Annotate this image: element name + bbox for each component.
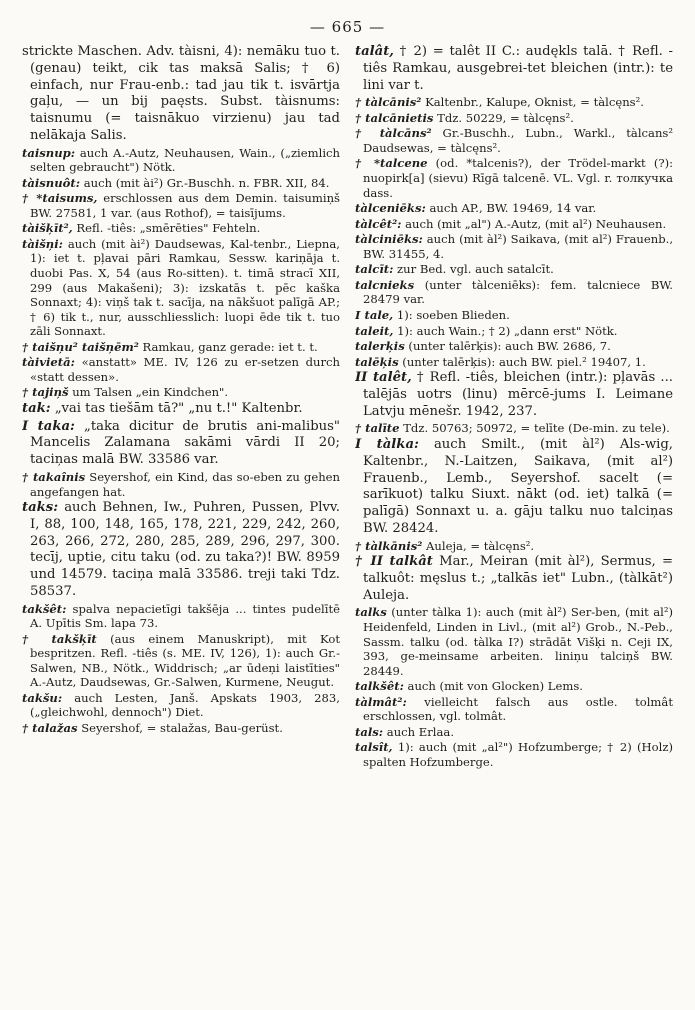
dictionary-entry bbox=[22, 470, 340, 499]
entry-headword: tàišņi: bbox=[22, 236, 63, 251]
entry-text: 1): auch (mit „al²") Hofzumberge; † 2) (Holz) spalten Hofzumberge. bbox=[363, 740, 673, 769]
dictionary-entry bbox=[355, 355, 673, 370]
dictionary-entry bbox=[355, 539, 673, 554]
dictionary-entry bbox=[355, 201, 673, 216]
entry-headword: taleit, bbox=[355, 323, 394, 338]
entry-text: auch Behnen, Iw., Puhren, Pussen, Plvv. I, 88, 100, 148, 165, 178, 221, 229, 242, 260, 263, 266, 272, 280, 285, 289, 296, 297, 300. tecīj, uptie, citu taku (od. zu taka?)! BW. 8959 und 14579. taciņa malā 33586. treji taki Tdz. 58537. bbox=[30, 500, 340, 599]
entry-text: auch AP., BW. 19469, 14 var. bbox=[425, 201, 597, 216]
entry-headword: tàlciniēks: bbox=[355, 232, 423, 247]
dictionary-entry bbox=[355, 126, 673, 155]
entry-text: auch Erlaa. bbox=[383, 724, 455, 739]
entry-text: † 2) = talêt II C.: audękls talā. † Refl. -tiês Ramkau, ausgebrei-tet bleichen (intr.): te lini var t. bbox=[363, 44, 673, 93]
dictionary-entry bbox=[22, 721, 340, 736]
dictionary-entry bbox=[355, 605, 673, 678]
entry-headword: tàivietā: bbox=[22, 355, 75, 370]
dictionary-entry bbox=[355, 339, 673, 354]
entry-text: 1): auch Wain.; † 2) „dann erst" Nötk. bbox=[393, 323, 618, 338]
entry-text: „vai tas tiešām tā?" „nu t.!" Kaltenbr. bbox=[50, 400, 303, 416]
entry-headword: talcnieks bbox=[355, 277, 415, 292]
entry-text: auch (mit „al") A.-Autz, (mit al²) Neuhausen. bbox=[401, 216, 667, 231]
entry-headword: talât, bbox=[355, 44, 394, 59]
dictionary-entry bbox=[22, 44, 340, 145]
entry-text: Gr.-Buschh., Lubn., Warkl., tàlcans² Daudsewas, = tàlcęns². bbox=[363, 126, 673, 155]
entry-text: Tdz. 50763; 50972, = telīte (De-min. zu tele). bbox=[399, 421, 670, 436]
entry-headword: † tàlcānis² bbox=[355, 95, 422, 110]
dictionary-entry bbox=[22, 632, 340, 690]
dictionary-entry bbox=[355, 44, 673, 94]
entry-headword: talkšêt: bbox=[355, 679, 404, 694]
dictionary-entry bbox=[355, 370, 673, 420]
dictionary-entry bbox=[22, 237, 340, 339]
entry-headword: tàišķīt², bbox=[22, 221, 73, 236]
entry-text: auch Lesten, Janš. Apskats 1903, 283, („gleichwohl, dennoch") Diet. bbox=[30, 690, 340, 720]
entry-headword: tàisnuôt: bbox=[22, 175, 81, 190]
entry-headword: talēķis bbox=[355, 354, 399, 369]
entry-headword: talcīt: bbox=[355, 262, 394, 277]
entry-text: auch (mit ài²) Daudsewas, Kal-tenbr., Liepna, 1): iet t. pļavai pāri Ramkau, Sessw. kariņāja t. duobi Pas. X, 54 (aus Ro-sitten). t. timā stracī XII, 299 (aus Makašeni); 3): izskatās t. pēc kaška Sonnaxt; 4): viņš tak t. sacīja, na nākšuot palīgā AP.; † 6) tik t., nur, ausschliesslich: luopi ēde tik t. tuo zāli Sonnaxt. bbox=[30, 236, 340, 339]
entry-text: (aus einem Manuskript), mit Kot bespritzen. Refl. -tiês (s. ME. IV, 126), 1): auch Gr.-Salwen, NB., Nötk., Widdrisch; „ar ūdeņi laistīties" A.-Autz, Daudsewas, Gr.-Salwen, Kurmene, Neugut. bbox=[30, 631, 340, 690]
left-column bbox=[22, 44, 340, 1000]
entry-headword: talks bbox=[355, 605, 387, 620]
entry-headword: I taka: bbox=[22, 418, 75, 434]
columns bbox=[22, 44, 673, 1000]
dictionary-entry bbox=[355, 740, 673, 769]
entry-text: (od. *talcenis?), der Trödel-markt (?): nuopirk[a] (sievu) Rīgā talcenē. VL. Vgl. r. толкучка dass. bbox=[363, 156, 673, 200]
entry-text: Auleja, = tàlcęns². bbox=[422, 538, 535, 553]
entry-text: Tdz. 50229, = tàlcęns². bbox=[433, 110, 574, 125]
dictionary-entry bbox=[22, 355, 340, 384]
entry-headword: taisnup: bbox=[22, 145, 76, 160]
entry-headword: † taišņu² taišņēm² bbox=[22, 339, 139, 354]
dictionary-entry bbox=[355, 324, 673, 339]
entry-text: „taka dicitur de brutis ani-malibus" Mancelis Zalamana sakāmi vārdi II 20; taciņas malā BW. 33586 var. bbox=[30, 418, 340, 468]
dictionary-entry bbox=[355, 278, 673, 307]
dictionary-entry bbox=[22, 191, 340, 220]
entry-text: auch (mit àl²) Saikava, (mit al²) Frauenb., BW. 31455, 4. bbox=[363, 232, 673, 261]
entry-headword: † II talkât bbox=[355, 554, 433, 570]
dictionary-entry bbox=[22, 176, 340, 191]
entry-headword: † tàlcāns² bbox=[355, 126, 432, 141]
entry-text: Mar., Meiran (mit àl²), Sermus, = talkuôt: męslus t.; „talkās iet" Lubn., (tàlkāt²) Auleja. bbox=[363, 554, 673, 603]
entry-headword: takšu: bbox=[22, 690, 63, 705]
entry-text: auch (mit von Glocken) Lems. bbox=[403, 679, 583, 694]
entry-headword: tak: bbox=[22, 400, 51, 416]
dictionary-entry bbox=[355, 679, 673, 694]
dictionary-entry bbox=[355, 111, 673, 126]
entry-text: spalva nepacietīgi takšēja ... tintes pudelītē A. Upītis Sm. lapa 73. bbox=[30, 601, 340, 631]
dictionary-entry bbox=[355, 156, 673, 200]
entry-headword: tàlmât²: bbox=[355, 694, 407, 709]
entry-headword: † talcānietis bbox=[355, 110, 434, 125]
page-number: — 665 — bbox=[309, 18, 386, 36]
dictionary-entry bbox=[22, 691, 340, 720]
entry-text: † Refl. -tiês, bleichen (intr.): pļavās ... talējās uotrs (linu) mērcē-jums I. Leimane Latvju mēnešr. 1942, 237. bbox=[363, 370, 673, 419]
entry-text: auch (mit ài²) Gr.-Buschh. n. FBR. XII, 84. bbox=[80, 175, 330, 190]
entry-headword: † takaînis bbox=[22, 469, 86, 484]
entry-text: erschlossen aus dem Demin. taisumiņš BW. 27581, 1 var. (aus Rothof), = taisījums. bbox=[30, 191, 340, 220]
entry-text: Refl. -tiês: „smērēties" Fehteln. bbox=[72, 221, 261, 236]
right-column bbox=[355, 44, 673, 1000]
entry-text: Kaltenbr., Kalupe, Oknist, = tàlcęns². bbox=[421, 95, 644, 110]
dictionary-entry bbox=[22, 221, 340, 236]
entry-headword: † tajiņš bbox=[22, 385, 69, 400]
entry-text: (unter talērķis): auch BW. piel.² 19407, 1. bbox=[398, 354, 646, 369]
dictionary-entry bbox=[355, 695, 673, 724]
dictionary-entry bbox=[22, 340, 340, 355]
dictionary-entry bbox=[22, 385, 340, 400]
entry-text: (unter tàlka 1): auch (mit àl²) Ser-ben, (mit al²) Heidenfeld, Linden in Livl., (mit al²) Grob., N.-Peb., Sassm. talku (od. tàlka I?) strādāt Višķi n. Ceji IX, 393, ge-meinsame arbeiten. liniņu talciņš BW. 28449. bbox=[363, 605, 673, 678]
entry-headword: † takšķīt bbox=[22, 631, 97, 646]
entry-text: auch A.-Autz, Neuhausen, Wain., („ziemlich selten gebraucht") Nötk. bbox=[30, 145, 340, 175]
entry-headword: † *taisums, bbox=[22, 191, 98, 206]
entry-headword: tàlcêt²: bbox=[355, 216, 402, 231]
dictionary-entry bbox=[355, 217, 673, 232]
entry-headword: † *talcene bbox=[355, 156, 428, 171]
entry-text: um Talsen „ein Kindchen". bbox=[68, 385, 229, 400]
entry-text: «anstatt» ME. IV, 126 zu er-setzen durch «statt dessen». bbox=[30, 355, 340, 384]
dictionary-entry bbox=[22, 602, 340, 631]
entry-text: Ramkau, ganz gerade: iet t. t. bbox=[138, 339, 318, 354]
dictionary-entry bbox=[355, 95, 673, 110]
entry-headword: † tàlkānis² bbox=[355, 538, 423, 553]
entry-text: Seyershof, ein Kind, das so-eben zu gehen angefangen hat. bbox=[30, 469, 340, 499]
entry-headword: tàlceniēks: bbox=[355, 201, 426, 216]
entry-headword: II talêt, bbox=[355, 370, 412, 386]
entry-text: Seyershof, = stalažas, Bau-gerüst. bbox=[77, 721, 283, 736]
entry-headword: tals: bbox=[355, 724, 384, 739]
dictionary-entry bbox=[355, 437, 673, 538]
entry-text: strickte Maschen. Adv. tàisni, 4): nemāku tuo t. (genau) teikt, cik tas maksā Salis; † 6) einfach, nur Frau-enb.: tad jau tik t. isvārtja gaļu, — un bij paęsts. Subst. tàisnums: taisnumu (= taisnākuo virzienu) jau tad nelākaja Salis. bbox=[22, 44, 340, 143]
dictionary-entry bbox=[355, 725, 673, 740]
dictionary-entry bbox=[355, 262, 673, 277]
entry-text: zur Bed. vgl. auch satalcīt. bbox=[393, 262, 554, 277]
dictionary-entry bbox=[22, 419, 340, 469]
entry-headword: I tàlka: bbox=[355, 436, 419, 452]
entry-text: 1): soeben Blieden. bbox=[393, 307, 510, 322]
dictionary-entry bbox=[355, 421, 673, 436]
entry-headword: talsît, bbox=[355, 740, 393, 755]
entry-text: (unter tàlceniēks): fem. talcniece BW. 28479 var. bbox=[363, 277, 673, 307]
dictionary-entry bbox=[22, 500, 340, 601]
dictionary-entry bbox=[355, 308, 673, 323]
entry-text: vielleicht falsch aus ostle. tolmât erschlossen, vgl. tolmât. bbox=[363, 694, 673, 724]
entry-text: auch Smilt., (mit àl²) Als-wig, Kaltenbr., N.-Laitzen, Saikava, (mit al²) Frauenb., Lemb., Seyershof. sacelt (= sarīkuot) talku Siuxt. nākt (od. iet) talkā (= palīgā) Sonnaxt u. a. gāju talku nuo talciņas BW. 28424. bbox=[363, 436, 673, 536]
dictionary-entry bbox=[22, 401, 340, 418]
dictionary-entry bbox=[355, 232, 673, 261]
entry-headword: I tale, bbox=[355, 307, 394, 322]
entry-headword: talerķis bbox=[355, 339, 405, 354]
dictionary-entry bbox=[22, 146, 340, 175]
entry-headword: † talīte bbox=[355, 421, 400, 436]
entry-headword: † talažas bbox=[22, 721, 78, 736]
entry-headword: takšêt: bbox=[22, 601, 67, 616]
entry-text: (unter talērķis): auch BW. 2686, 7. bbox=[404, 339, 611, 354]
dictionary-entry bbox=[355, 554, 673, 604]
entry-headword: taks: bbox=[22, 500, 59, 516]
